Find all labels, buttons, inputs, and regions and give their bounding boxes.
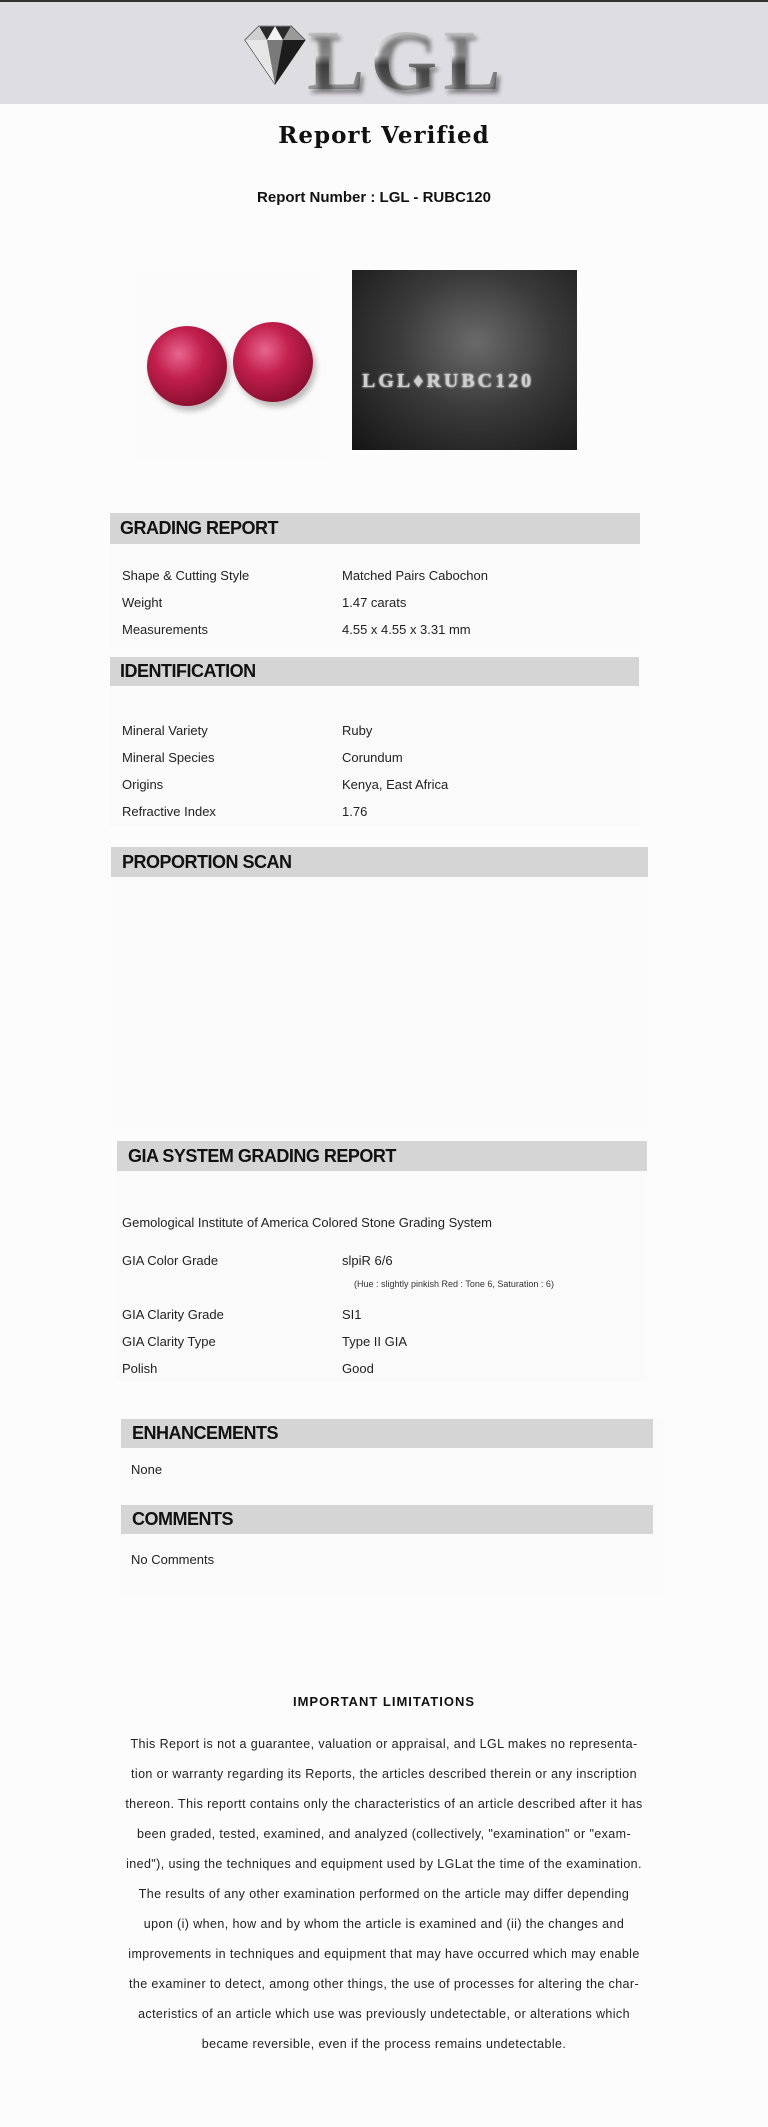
mineral-variety-label: Mineral Variety	[122, 723, 208, 738]
enhancements-heading: ENHANCEMENTS	[121, 1419, 653, 1448]
weight-value: 1.47 carats	[342, 595, 407, 610]
limitations-line: improvements in techniques and equipment that may have occurred which may enable	[128, 1947, 640, 1961]
limitations-line: the examiner to detect, among other things, the use of processes for altering the char-	[128, 1977, 640, 1991]
gia-color-value: slpiR 6/6	[342, 1253, 393, 1268]
limitations-line: thereon. This reportt contains only the characteristics of an article described after it has	[125, 1797, 643, 1811]
limitations-line: upon (i) when, how and by whom the article is examined and (ii) the changes and	[143, 1917, 625, 1931]
proportion-scan-panel	[111, 847, 648, 1127]
gia-clarity-grade-label: GIA Clarity Grade	[122, 1307, 224, 1322]
comments-heading: COMMENTS	[121, 1505, 653, 1534]
report-number: Report Number : LGL - RUBC120	[257, 189, 491, 206]
origins-label: Origins	[122, 777, 164, 792]
lgl-logo[interactable]	[235, 12, 507, 108]
gia-color-note: (Hue : slightly pinkish Red : Tone 6, Saturation : 6)	[354, 1279, 554, 1289]
gia-clarity-grade-value: SI1	[342, 1307, 362, 1322]
limitations-line: been graded, tested, examined, and analyzed (collectively, "examination" or "exam-	[136, 1827, 632, 1841]
polish-value: Good	[342, 1361, 374, 1376]
gia-clarity-type-value: Type II GIA	[342, 1334, 408, 1349]
gia-subtitle: Gemological Institute of America Colored Stone Grading System	[122, 1215, 492, 1230]
diamond-icon	[235, 22, 315, 92]
inscription-photo	[352, 270, 577, 450]
limitations-heading: IMPORTANT LIMITATIONS	[292, 1694, 476, 1709]
limitations-line: became reversible, even if the process remains undetectable.	[201, 2037, 567, 2051]
header-bar	[0, 0, 768, 108]
shape-value: Matched Pairs Cabochon	[342, 568, 488, 583]
refractive-index-label: Refractive Index	[122, 804, 216, 819]
origins-value: Kenya, East Africa	[342, 777, 449, 792]
shape-label: Shape & Cutting Style	[122, 568, 250, 583]
limitations-line: ined"), using the techniques and equipment used by LGLat the time of the examination.	[126, 1857, 642, 1871]
proportion-scan-heading: PROPORTION SCAN	[111, 847, 648, 877]
mineral-variety-value: Ruby	[342, 723, 373, 738]
identification-heading: IDENTIFICATION	[110, 657, 639, 686]
comments-text: No Comments	[131, 1552, 215, 1567]
limitations-line: tion or warranty regarding its Reports, the articles described therein or any inscription	[131, 1767, 637, 1781]
logo-text: LGL	[307, 12, 507, 108]
polish-label: Polish	[122, 1361, 158, 1376]
mineral-species-label: Mineral Species	[122, 750, 215, 765]
gia-clarity-type-label: GIA Clarity Type	[122, 1334, 216, 1349]
mineral-species-value: Corundum	[342, 750, 403, 765]
measurements-label: Measurements	[122, 622, 208, 637]
grading-report-heading: GRADING REPORT	[110, 513, 640, 544]
weight-label: Weight	[122, 595, 163, 610]
page-title: Report Verified	[278, 122, 490, 149]
ruby-stone-left	[147, 326, 227, 406]
ruby-stone-right	[233, 322, 313, 402]
gia-heading: GIA SYSTEM GRADING REPORT	[117, 1141, 647, 1171]
limitations-line: This Report is not a guarantee, valuation or appraisal, and LGL makes no representa-	[130, 1737, 638, 1751]
stone-photo	[133, 268, 327, 462]
limitations-line: acteristics of an article which use was previously undetectable, or alterations which	[138, 2007, 630, 2021]
inscription-text: LGL♦RUBC120	[362, 370, 535, 392]
gia-color-label: GIA Color Grade	[122, 1253, 219, 1268]
measurements-value: 4.55 x 4.55 x 3.31 mm	[342, 622, 471, 637]
enhancements-text: None	[131, 1462, 163, 1477]
limitations-line: The results of any other examination performed on the article may differ depending	[138, 1887, 630, 1901]
refractive-index-value: 1.76	[342, 804, 368, 819]
